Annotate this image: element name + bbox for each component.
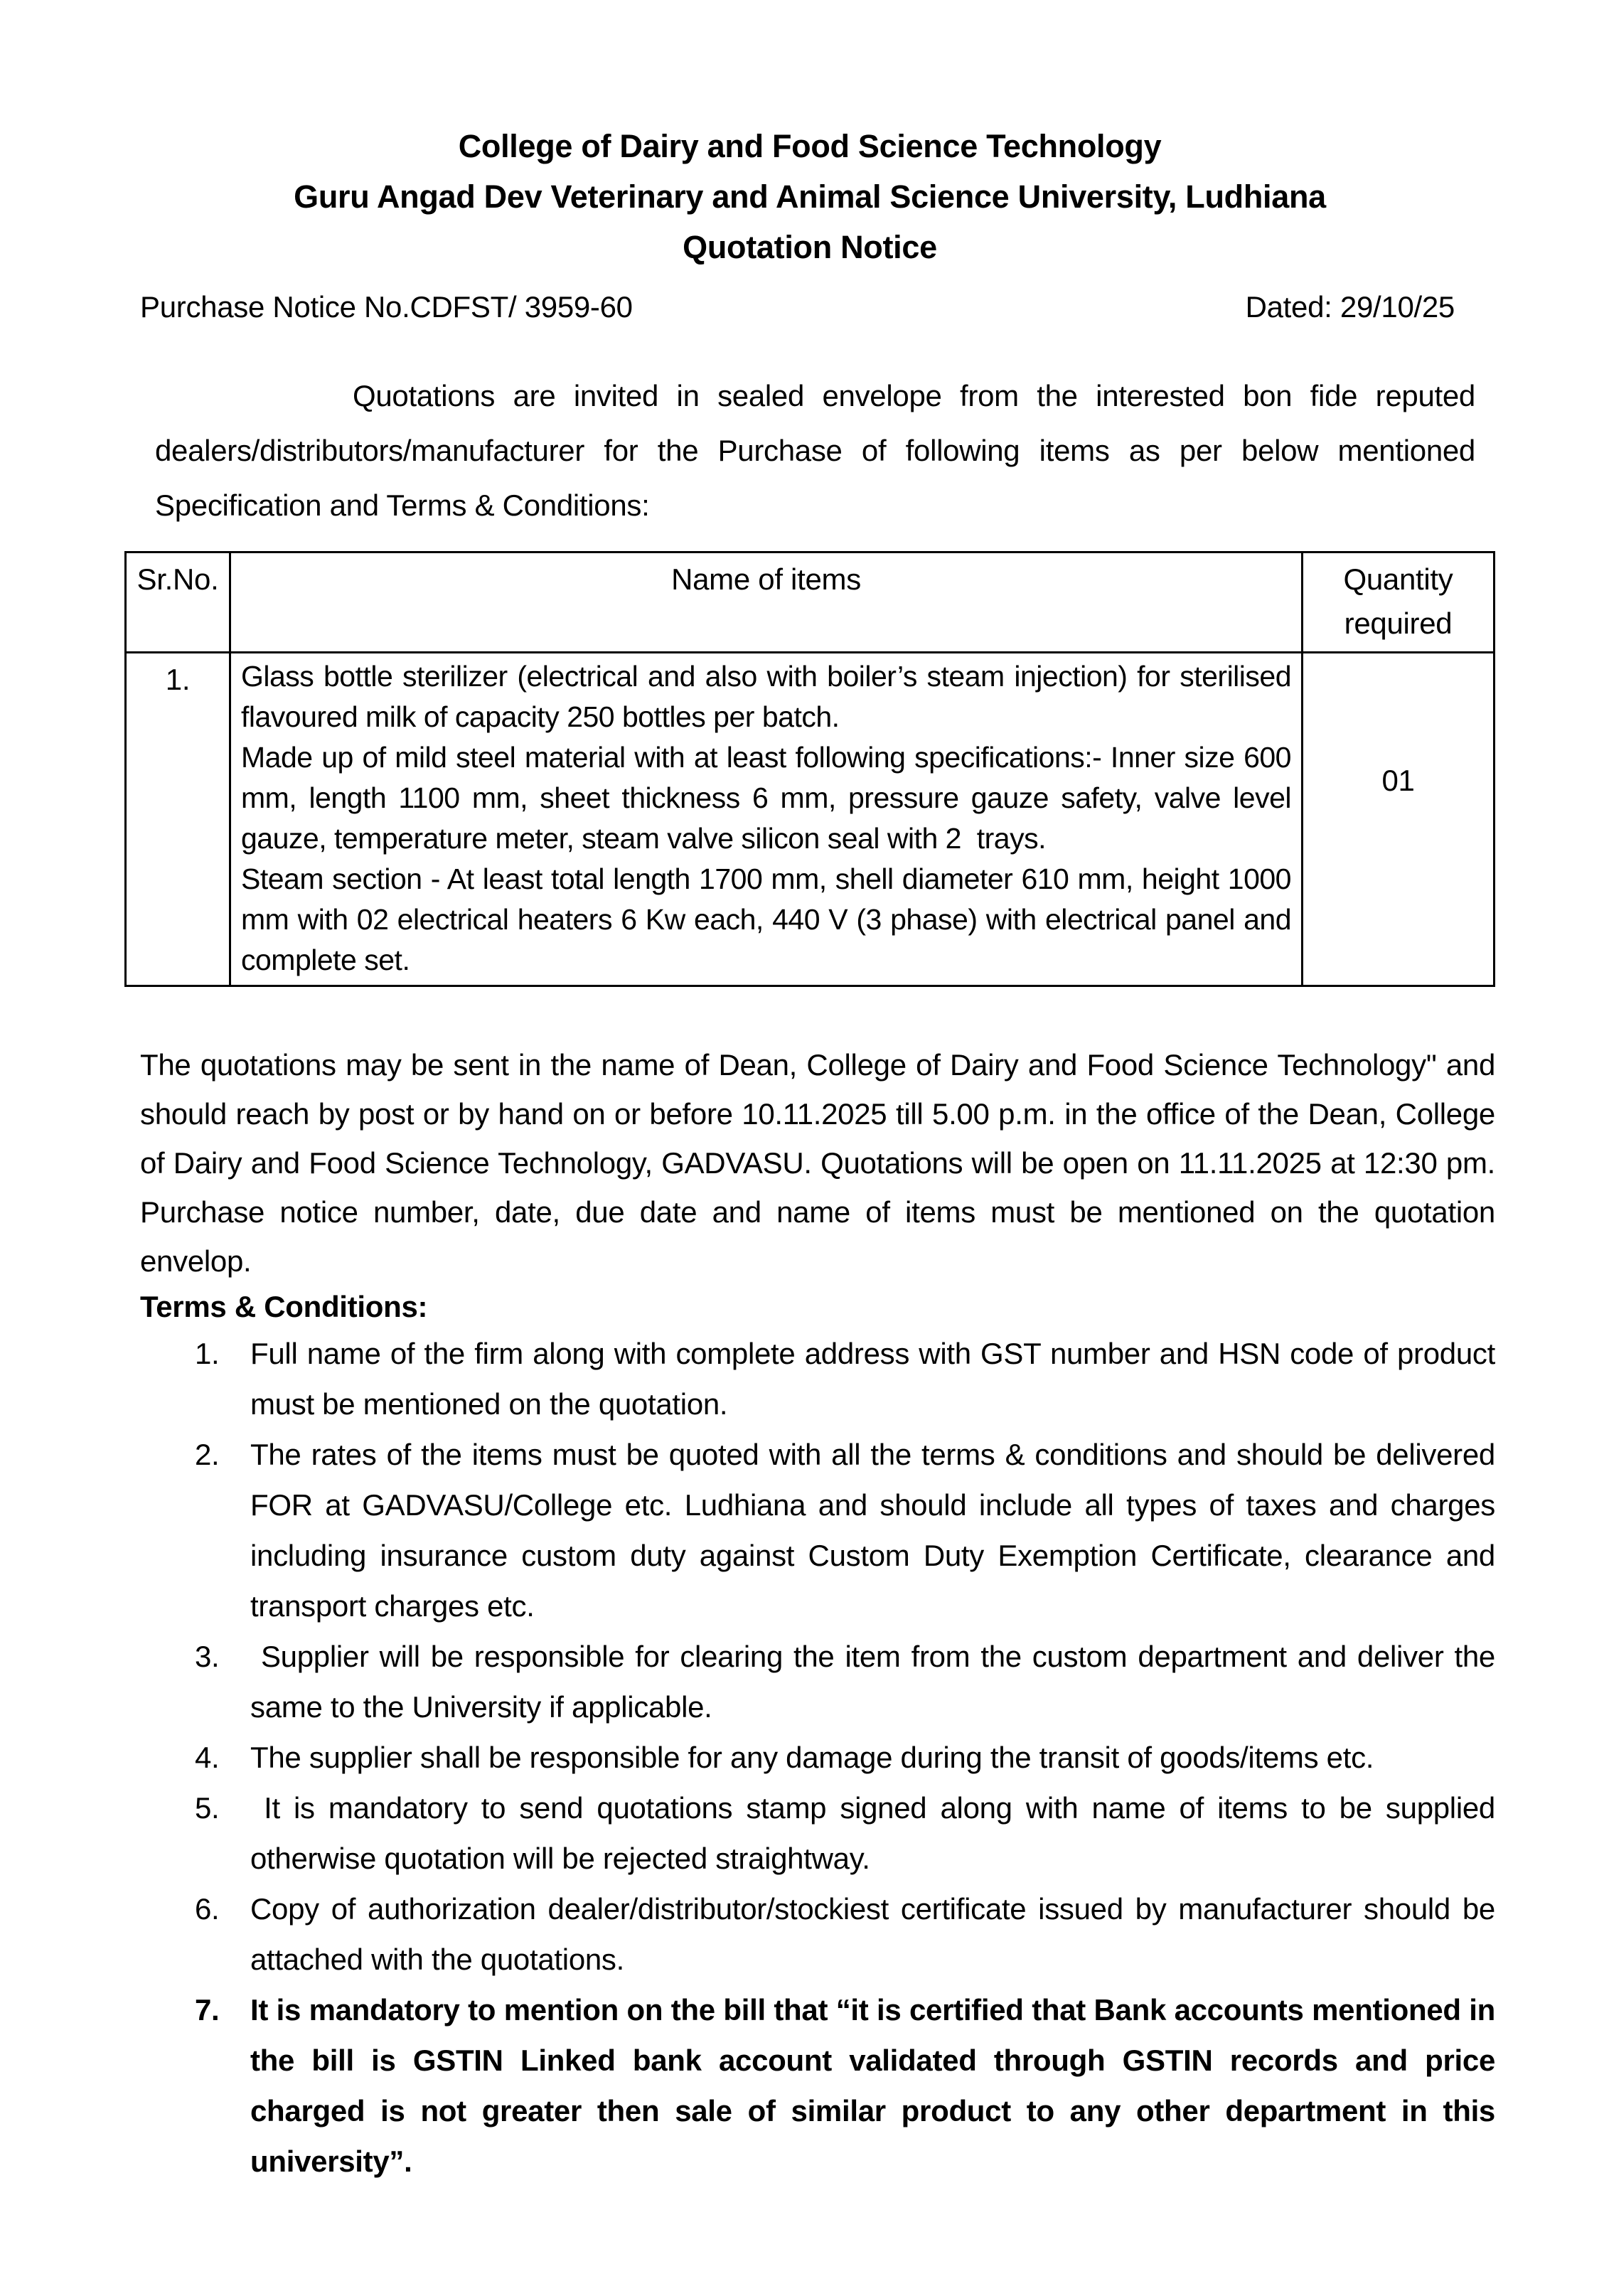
term-text: The rates of the items must be quoted with all the terms & conditions and should be delivered FOR at GADVASU/College etc. Ludhiana and should include all types of taxes and charges including insurance custom duty against Custom Duty Exemption Certificate, clearance and transport charges etc. [250,1438,1495,1623]
notice-date: Dated: 29/10/25 [1245,290,1455,324]
term-item-5 [195,1783,1495,1884]
notice-title: Quotation Notice [683,229,937,265]
terms-heading: Terms & Conditions: [140,1290,428,1323]
term-number: 7. [195,1993,220,2027]
terms-list [124,1328,1495,2186]
term-item-1 [195,1328,1495,1429]
university-title: Guru Angad Dev Veterinary and Animal Science University, Ludhiana [294,178,1326,215]
term-text: Full name of the firm along with complete address with GST number and HSN code of product must be mentioned on the quotation. [250,1337,1495,1421]
term-number: 4. [195,1741,220,1774]
header-quantity-required: Quantity required [1303,552,1495,653]
intro-paragraph: Quotations are invited in sealed envelope from the interested bon fide reputed dealers/distributors/manufacturer for the Purchase of following items as per below mentioned Specification and Terms & Conditions: [155,379,1475,522]
submission-paragraph: The quotations may be sent in the name of Dean, College of Dairy and Food Science Technology" and should reach by post or by hand on or before 10.11.2025 till 5.00 p.m. in the office of the Dean, College of Dairy and Food Science Technology, GADVASU. Quotations will be open on 11.11.2025 at 12:30 pm. Purchase notice number, date, due date and name of items must be mentioned on the quotation envelop. [140,1048,1495,1278]
term-number: 1. [195,1337,220,1370]
purchase-notice-number: Purchase Notice No.CDFST/ 3959-60 [140,290,633,324]
header-sr-no: Sr.No. [126,552,230,653]
item-description [230,653,1303,986]
table-row [126,653,1495,986]
notice-meta-row [140,285,1495,329]
term-text: It is mandatory to send quotations stamp signed along with name of items to be supplied otherwise quotation will be rejected straightway. [250,1791,1495,1875]
term-item-7 [195,1985,1495,2186]
college-title: College of Dairy and Food Science Technology [458,128,1162,164]
term-text: Supplier will be responsible for clearing the item from the custom department and deliver the same to the University if applicable. [250,1640,1495,1724]
item-description-paragraph: Made up of mild steel material with at least following specifications:- Inner size 600 mm, length 1100 mm, sheet thickness 6 mm, pressure gauze safety, valve level gauze, temperature meter, steam valve silicon seal with 2 trays. [241,741,1291,855]
term-text: The supplier shall be responsible for any damage during the transit of goods/items etc. [250,1741,1374,1774]
term-item-4 [195,1732,1495,1783]
term-text: Copy of authorization dealer/distributor/stockiest certificate issued by manufacturer should be attached with the quotations. [250,1892,1495,1976]
term-item-2 [195,1429,1495,1631]
term-text: It is mandatory to mention on the bill that “it is certified that Bank accounts mentioned in the bill is GSTIN Linked bank account validated through GSTIN records and price charged is not greater then sale of similar product to any other department in this university”. [250,1993,1495,2178]
items-table [124,551,1495,987]
term-number: 6. [195,1892,220,1926]
item-description-paragraph: Steam section - At least total length 1700 mm, shell diameter 610 mm, height 1000 mm with 02 electrical heaters 6 Kw each, 440 V (3 phase) with electrical panel and complete set. [241,863,1291,976]
term-number: 3. [195,1640,220,1673]
item-description-paragraph: Glass bottle sterilizer (electrical and also with boiler’s steam injection) for sterilised flavoured milk of capacity 250 bottles per batch. [241,660,1291,733]
title-block [124,121,1495,272]
header-name-of-items: Name of items [230,552,1303,653]
term-item-3 [195,1631,1495,1732]
term-number: 5. [195,1791,220,1825]
term-number: 2. [195,1438,220,1471]
table-header-row [126,552,1495,653]
item-quantity: 01 [1303,653,1495,986]
term-item-6 [195,1884,1495,1985]
item-sr-no: 1. [126,653,230,986]
